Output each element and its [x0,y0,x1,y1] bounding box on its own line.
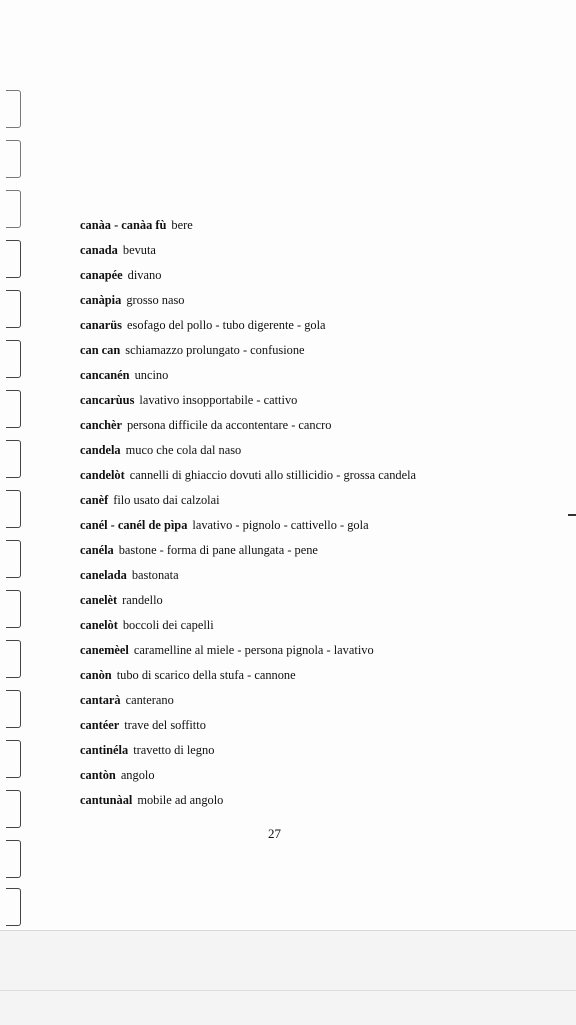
entry-headword: candelòt [80,468,125,482]
entry-definition: mobile ad angolo [137,793,224,807]
entry-headword: canéla [80,543,114,557]
dictionary-entry [80,366,560,391]
dictionary-entry [80,666,560,691]
binding-ring [6,540,21,578]
binding-ring [6,740,21,778]
entry-headword: canèf [80,493,109,507]
entry-definition: persona difficile da accontentare - cancro [126,418,332,432]
entry-definition: uncino [134,368,169,382]
entry-definition: cannelli di ghiaccio dovuti allo stillicidio - grossa candela [129,468,417,482]
dictionary-entry [80,266,560,291]
entry-definition: randello [122,593,163,607]
entry-definition: lavativo insopportabile - cattivo [139,393,298,407]
entry-headword: cantarà [80,693,121,707]
dictionary-entry [80,716,560,741]
entry-headword: canelèt [80,593,118,607]
entry-headword: canchèr [80,418,122,432]
dictionary-entry [80,491,560,516]
dictionary-entry [80,441,560,466]
dictionary-entry [80,791,560,816]
entry-definition: bastonata [131,568,179,582]
entry-headword: canemèel [80,643,129,657]
entry-definition: canterano [125,693,174,707]
entry-definition: bevuta [122,243,156,257]
entry-definition: trave del soffitto [124,718,206,732]
binding-ring [6,290,21,328]
entry-definition: boccoli dei capelli [122,618,214,632]
binding-ring [6,140,21,178]
dictionary-entry [80,641,560,666]
entry-headword: canòn [80,668,112,682]
entry-definition: grosso naso [126,293,185,307]
entry-headword: cantéer [80,718,120,732]
binding-ring [6,340,21,378]
dictionary-entry [80,566,560,591]
entry-headword: canàpia [80,293,122,307]
dictionary-entry [80,216,560,241]
entry-definition: tubo di scarico della stufa - cannone [116,668,296,682]
binding-ring [6,190,21,228]
edge-mark [568,514,576,516]
entry-headword: can can [80,343,121,357]
entry-definition: divano [127,268,162,282]
binding-ring [6,840,21,878]
dictionary-entry [80,541,560,566]
entry-headword: canél - canél de pìpa [80,518,188,532]
binding-ring [6,690,21,728]
dictionary-entry [80,616,560,641]
dictionary-entry [80,591,560,616]
entry-headword: cancarùus [80,393,135,407]
dictionary-entry [80,691,560,716]
binding-ring [6,790,21,828]
binding-ring [6,640,21,678]
entry-definition: angolo [120,768,155,782]
spiral-binding [0,80,30,920]
binding-ring [6,240,21,278]
dictionary-entry [80,516,560,541]
binding-ring [6,590,21,628]
dictionary-entry [80,466,560,491]
entry-headword: canarüs [80,318,122,332]
dictionary-entry [80,341,560,366]
scan-edge-line [0,990,576,991]
dictionary-entry [80,391,560,416]
dictionary-entry [80,741,560,766]
entry-headword: cancanén [80,368,130,382]
dictionary-entry [80,291,560,316]
entry-definition: lavativo - pignolo - cattivello - gola [192,518,369,532]
binding-ring [6,390,21,428]
entry-definition: schiamazzo prolungato - confusione [125,343,305,357]
dictionary-entry [80,241,560,266]
binding-ring [6,440,21,478]
entry-headword: candela [80,443,121,457]
binding-ring [6,90,21,128]
page-number: 27 [268,826,281,841]
entry-definition: bere [171,218,193,232]
entry-headword: cantinéla [80,743,129,757]
entry-definition: travetto di legno [133,743,215,757]
entry-definition: filo usato dai calzolai [113,493,220,507]
entry-definition: bastone - forma di pane allungata - pene [118,543,318,557]
entry-headword: canada [80,243,118,257]
entry-headword: cantòn [80,768,116,782]
binding-ring [6,888,21,926]
scan-background [0,930,576,1025]
entry-definition: esofago del pollo - tubo digerente - gola [127,318,326,332]
entry-headword: canelada [80,568,127,582]
dictionary-entries [80,216,560,816]
binding-ring [6,490,21,528]
entry-definition: muco che cola dal naso [125,443,242,457]
entry-definition: caramelline al miele - persona pignola - lavativo [133,643,374,657]
dictionary-entry [80,766,560,791]
entry-headword: cantunàal [80,793,133,807]
dictionary-entry [80,316,560,341]
entry-headword: canàa - canàa fù [80,218,167,232]
dictionary-entry [80,416,560,441]
entry-headword: canapée [80,268,123,282]
entry-headword: canelòt [80,618,118,632]
